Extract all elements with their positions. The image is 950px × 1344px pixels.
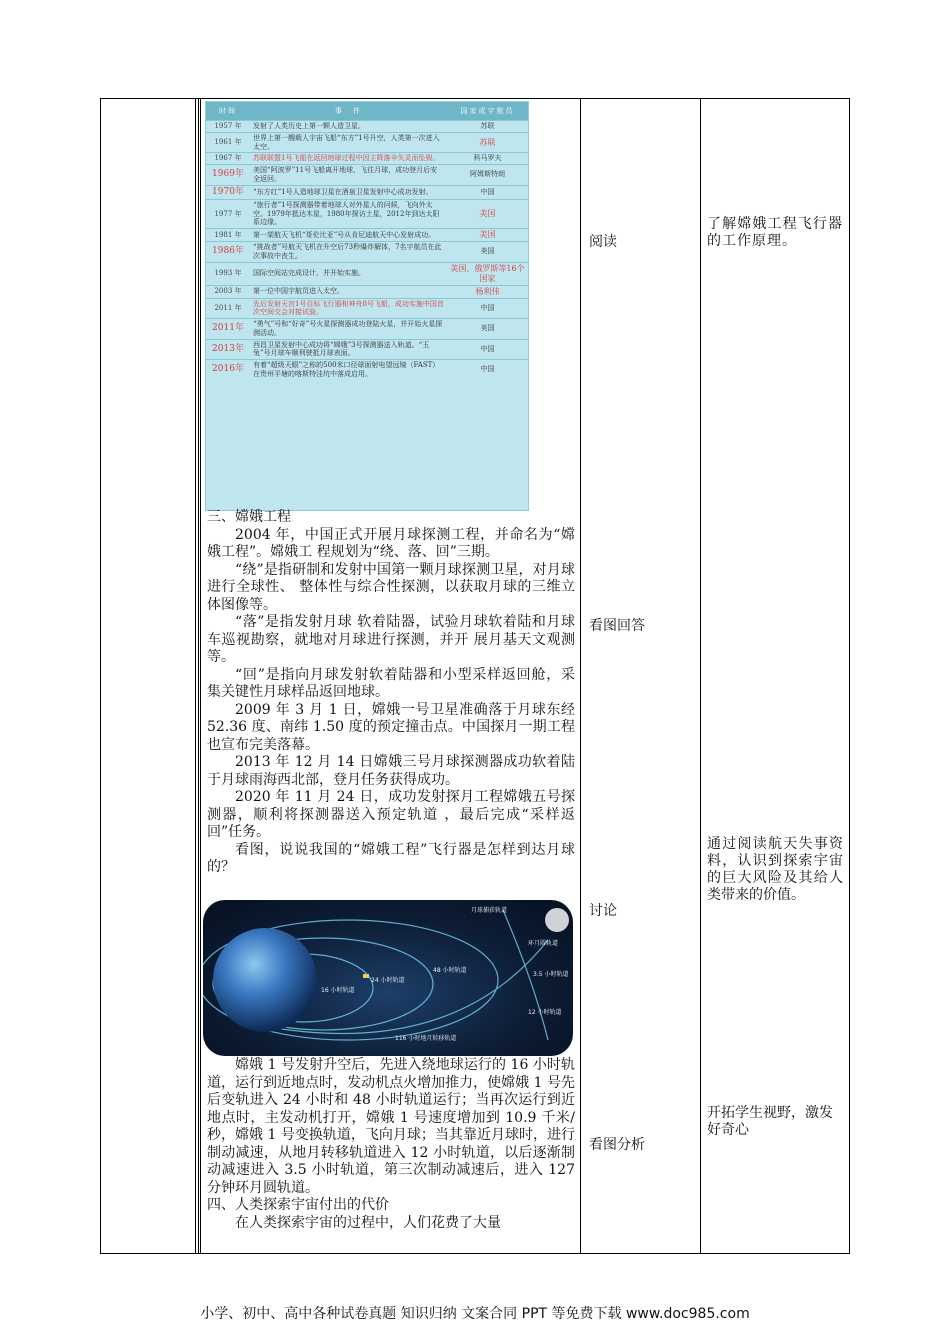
history-year: 2013年: [206, 339, 250, 360]
lesson-content-continued: [207, 1057, 575, 1232]
history-country: 阿姆斯特朗: [447, 165, 528, 186]
history-year: 1957 年: [206, 121, 250, 133]
spacecraft-icon: [363, 974, 369, 978]
history-event: 先后发射天宫1号目标飞行器和神舟8号飞船，成功实施中国首次空间交会对接试验。: [250, 298, 447, 319]
history-row: [206, 153, 528, 165]
activity-answer: 看图回答: [589, 618, 645, 634]
paragraph: 嫦娥 1 号发射升空后，先进入绕地球运行的 16 小时轨道，运行到近地点时，发动机点火增加推力，使嫦娥 1 号先后变轨进入 24 小时和 48 小时轨道运行；当再次运行到近地点时，主发动机打开，嫦娥 1 号速度增加到 10.9 千米/秒，嫦娥 1 号变换轨道，飞向月球；当其靠近月球时，进行制动减速，从地月转移轨道进入 12 小时轨道，以后逐渐制动减速进入 3.5 小时轨道，第三次制动减速后，进入 127 分钟环月圆轨道。: [207, 1057, 575, 1196]
column-divider: [580, 99, 581, 1253]
history-year: 1981 年: [206, 229, 250, 242]
history-event: 第一架航天飞机“哥伦比亚”号从肯尼迪航天中心发射成功。: [250, 229, 447, 242]
orbit-label: 月球捕获轨道: [471, 907, 508, 914]
history-country: 中国: [447, 339, 528, 360]
history-event: 第一位中国宇航员进入太空。: [250, 285, 447, 298]
history-row: [206, 199, 528, 228]
history-country: 科马罗夫: [447, 153, 528, 165]
orbit-label: 116 小时地月转移轨道: [395, 1035, 457, 1042]
history-year: 1986年: [206, 242, 250, 263]
history-event: 有着“超级天眼”之称的500米口径球面射电望远镜（FAST）在贵州平塘的喀斯特洼坑中落成启用。: [250, 360, 447, 380]
history-year: 1970年: [206, 185, 250, 199]
history-event: 苏联联盟1号飞船在返回地球过程中因主降落伞失灵而坠毁。: [250, 153, 447, 165]
header-time: 时间: [206, 102, 250, 121]
history-event: 发射了人类历史上第一颗人造卫星。: [250, 121, 447, 133]
change-orbit-diagram: [203, 900, 573, 1056]
header-country: 国家或宇航员: [447, 102, 528, 121]
history-country: 美国: [447, 229, 528, 242]
history-row: [206, 285, 528, 298]
paragraph: 2020 年 11 月 24 日，成功发射探月工程嫦娥五号探测器，顺利将探测器送入预定轨道 ，最后完成“采样返回”任务。: [207, 789, 575, 840]
history-year: 2016年: [206, 360, 250, 380]
history-country: 美国: [447, 199, 528, 228]
paragraph: 2013 年 12 月 14 日嫦娥三号月球探测器成功软着陆于月球雨海西北部，登月任务获得成功。: [207, 754, 575, 788]
intent-3: 开拓学生视野，激发好奇心: [707, 1105, 833, 1138]
orbit-label: 16 小时轨道: [321, 987, 355, 994]
orbit-label: 12 小时轨道: [528, 1009, 562, 1016]
header-event: 事 件: [250, 102, 447, 121]
lesson-content: [207, 509, 575, 877]
section-title: 三、嫦娥工程: [207, 509, 291, 525]
history-row: [206, 319, 528, 340]
history-row: [206, 262, 528, 285]
history-event: 世界上第一艘载人宇宙飞船“东方”1号升空，人类第一次进入太空。: [250, 132, 447, 153]
column-divider: [195, 99, 196, 1253]
history-country: 中国: [447, 360, 528, 380]
activity-discuss: 讨论: [589, 903, 617, 919]
history-country: 杨利伟: [447, 285, 528, 298]
orbit-label: 48 小时轨道: [433, 967, 467, 974]
history-event: 国际空间站完成设计，并开始实施。: [250, 262, 447, 285]
history-country: 美国: [447, 319, 528, 340]
history-event: 西昌卫星发射中心成功将“嫦娥”3号探测器送入轨道。“玉兔”号月球车顺利驶抵月球表面。: [250, 339, 447, 360]
history-year: 1977 年: [206, 199, 250, 228]
history-row: [206, 165, 528, 186]
history-country: 中国: [447, 298, 528, 319]
intent-1: 了解嫦娥工程飞行器的工作原理。: [707, 216, 843, 249]
paragraph: “绕”是指研制和发射中国第一颗月球探测卫星，对月球进行全球性、 整体性与综合性探测，以获取月球的三维立体图像等。: [207, 561, 575, 613]
paragraph: 看图，说说我国的“嫦娥工程”飞行器是怎样到达月球的？: [207, 841, 575, 875]
history-row: [206, 360, 528, 380]
moon-icon: [545, 908, 569, 932]
history-event: “旅行者”1号探测器带着地球人对外星人的问候，飞向外太空。1979年抵达木星，1980年探访土星，2012年到达太阳系边缘。: [250, 199, 447, 228]
paragraph: “落”是指发射月球 软着陆器，试验月球软着陆和月球车巡视勘察，就地对月球进行探测，并开 展月基天文观测等。: [207, 614, 575, 665]
history-row: [206, 339, 528, 360]
page-footer: 小学、初中、高中各种试卷真题 知识归纳 文案合同 PPT 等免费下载 www.doc985.com: [200, 1306, 750, 1322]
paragraph: “回”是指向月球发射软着陆器和小型采样返回舱，采 集关键性月球样品返回地球。: [207, 666, 575, 700]
history-row: [206, 121, 528, 133]
column-divider: [700, 99, 701, 1253]
history-country: 苏联: [447, 132, 528, 153]
paragraph: 在人类探索宇宙的过程中，人们花费了大量: [235, 1214, 501, 1231]
history-event: “勇气”号和“好奇”号火星探测器成功登陆火星，并开始火星探测活动。: [250, 319, 447, 340]
history-event: “挑战者”号航天飞机在升空后73秒爆炸解体，7名宇航员在此次事故中丧生。: [250, 242, 447, 263]
history-country: 苏联: [447, 121, 528, 133]
intent-2: 通过阅读航天失事资料，认识到探索宇宙的巨大风险及其给人类带来的价值。: [707, 836, 843, 903]
history-year: 1969年: [206, 165, 250, 186]
history-year: 2003 年: [206, 285, 250, 298]
history-row: [206, 298, 528, 319]
orbit-label: 环月圆轨道: [528, 940, 559, 947]
history-rows: [206, 121, 528, 380]
column-divider: [198, 99, 201, 1253]
activity-read: 阅读: [589, 234, 617, 250]
history-year: 2011 年: [206, 298, 250, 319]
history-year: 1967 年: [206, 153, 250, 165]
history-row: [206, 242, 528, 263]
orbit-label: 3.5 小时轨道: [533, 971, 569, 978]
history-row: [206, 132, 528, 153]
history-event: “东方红”1号人造地球卫星在酒泉卫星发射中心成功发射。: [250, 185, 447, 199]
history-row: [206, 185, 528, 199]
paragraph: 2009 年 3 月 1 日，嫦娥一号卫星准确落于月球东经 52.36 度、南纬 1.50 度的预定撞击点。中国探月一期工程也宣布完美落幕。: [207, 701, 575, 753]
earth-icon: [213, 928, 317, 1032]
history-country: 中国: [447, 185, 528, 199]
history-event: 美国“阿波罗”11号飞船离开地球，飞往月球，成功登月后安全返回。: [250, 165, 447, 186]
section-title: 四、人类探索宇宙付出的代价: [207, 1197, 389, 1213]
orbit-diagram-svg: [203, 900, 573, 1056]
history-row: [206, 229, 528, 242]
history-country: 美国: [447, 242, 528, 263]
activity-analyze: 看图分析: [589, 1137, 645, 1153]
history-year: 2011年: [206, 319, 250, 340]
orbit-label: 24 小时轨道: [371, 977, 405, 984]
history-year: 1993 年: [206, 262, 250, 285]
paragraph: 2004 年，中国正式开展月球探测工程，并命名为“嫦娥工程”。嫦娥工 程规划为“绕、落、回”三期。: [207, 526, 575, 560]
space-history-table-image: [205, 101, 529, 511]
history-country: 美国、俄罗斯等16个国家: [447, 262, 528, 285]
history-year: 1961 年: [206, 132, 250, 153]
